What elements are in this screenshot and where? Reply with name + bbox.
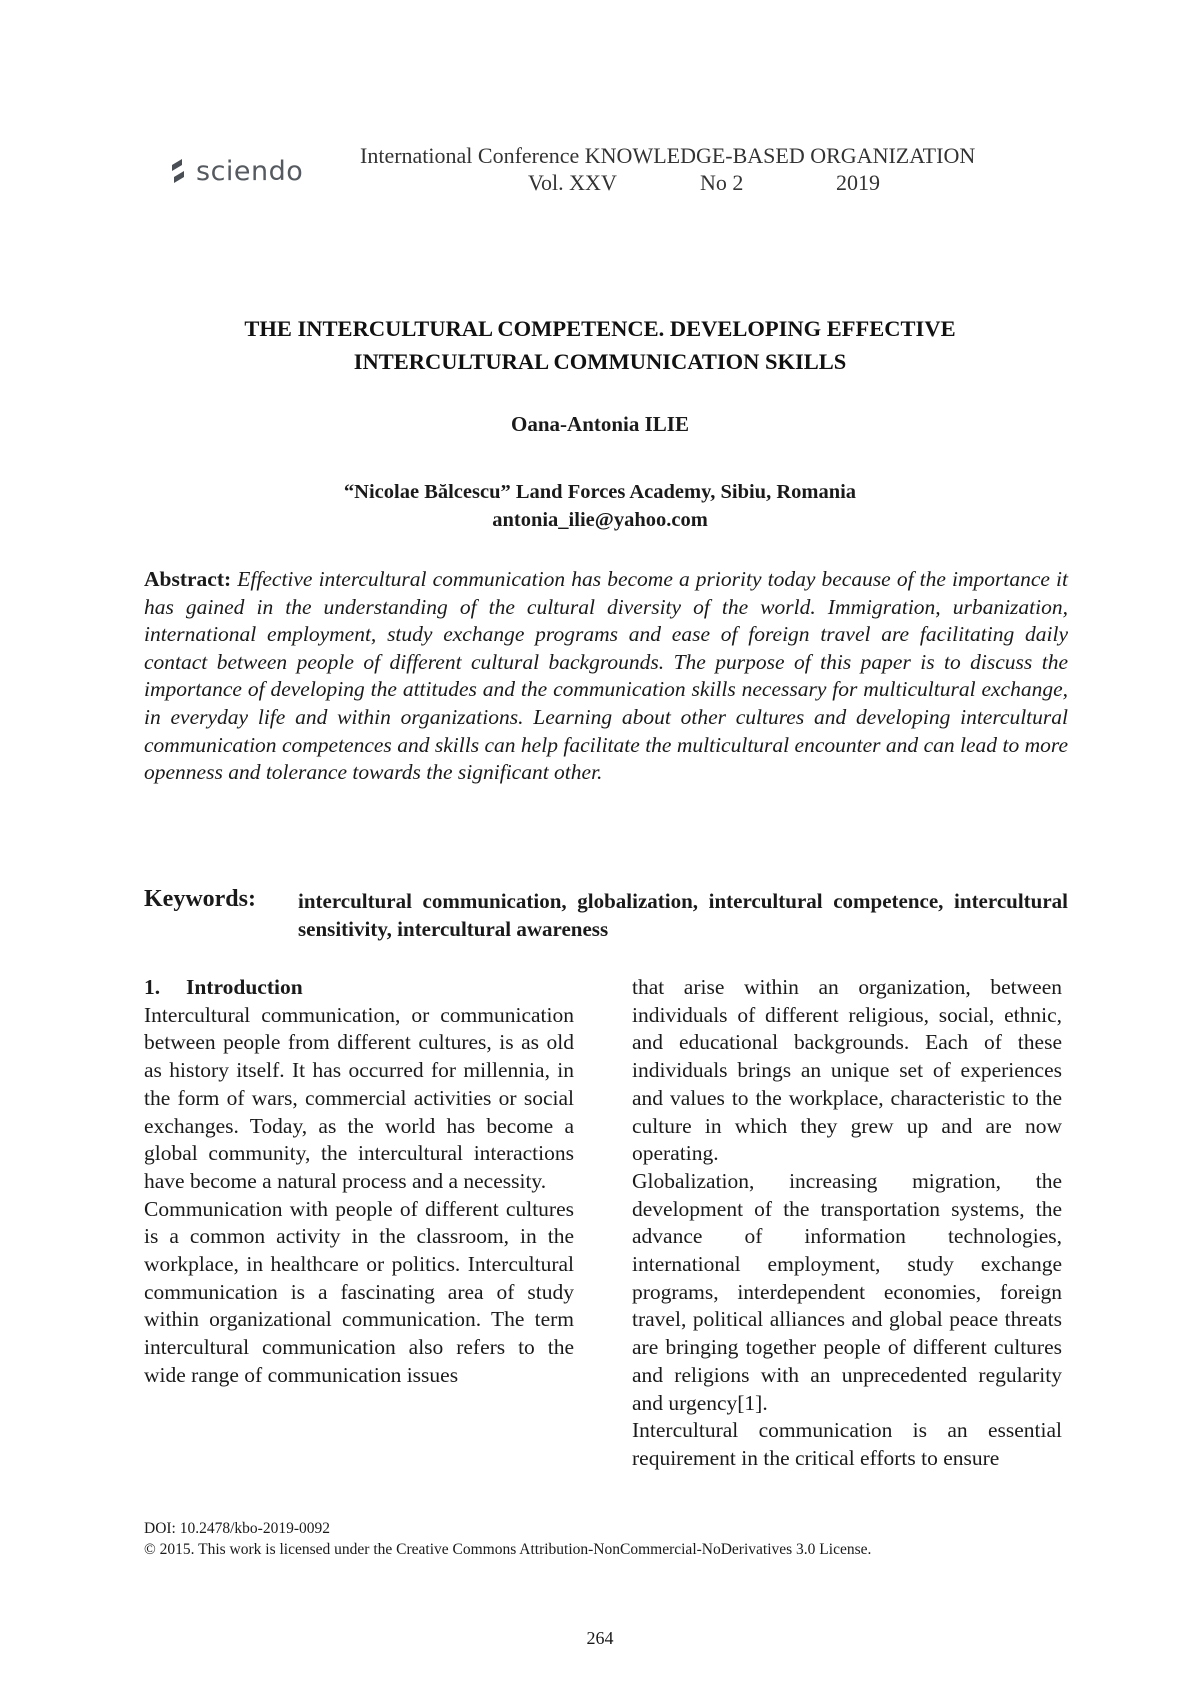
abstract-text: Effective intercultural communication has become a priority today because of the importance it has gained in the understanding of the cultural diversity of the world. Immigration, urbanization, international employment, study exchange programs and ease of foreign travel are facilitating daily contact between people of different cultural backgrounds. The purpose of this paper is to discuss the importance of developing the attitudes and the communication skills necessary for multicultural exchange, in everyday life and within organizations. Learning about other cultures and developing intercultural communication competences and skills can help facilitate the multicultural encounter and can lead to more openness and tolerance towards the significant other.: [144, 567, 1068, 785]
paragraph: Globalization, increasing migration, the development of the transportation systems, the advance of information technologies, international employment, study exchange programs, interdependent economies, foreign travel, political alliances and global peace threats are bringing together people of different cultures and religions with an unprecedented regularity and urgency[1].: [632, 1168, 1062, 1415]
section-number: 1.: [144, 975, 161, 999]
sciendo-logo: [166, 154, 303, 188]
section-heading: [144, 974, 574, 1002]
affiliation: “Nicolae Bălcescu” Land Forces Academy, Sibiu, Romania: [343, 481, 857, 503]
page-number: 264: [586, 1628, 614, 1648]
issue-number: No 2: [700, 170, 744, 195]
footer-notes: [144, 1518, 871, 1560]
paragraph: that arise within an organization, between individuals of different religious, social, ethnic, and educational backgrounds. Each of these individuals brings an unique set of experiences and values to the workplace, characteristic to the culture in which they grew up and are now operating.: [632, 975, 1062, 1166]
license: © 2015. This work is licensed under the Creative Commons Attribution-NonCommercial-NoDerivatives 3.0 License.: [144, 1541, 872, 1558]
paragraph: Intercultural communication, or communication between people from different cultures, is as old as history itself. It has occurred for millennia, in the form of wars, commercial activities or social exchanges. Today, as the world has become a global community, the intercultural interactions have become a natural process and a necessity.: [144, 1002, 574, 1193]
abstract-label: Abstract:: [144, 567, 232, 591]
doi: DOI: 10.2478/kbo-2019-0092: [144, 1520, 330, 1537]
conference-name: International Conference KNOWLEDGE-BASED ORGANIZATION: [360, 143, 976, 168]
abstract: [144, 566, 1068, 787]
paragraph: Intercultural communication is an essential requirement in the critical efforts to ensure: [632, 1418, 1062, 1470]
author-name: Oana-Antonia ILIE: [511, 412, 689, 436]
section-title: Introduction: [186, 975, 303, 999]
title-line-2: INTERCULTURAL COMMUNICATION SKILLS: [353, 349, 847, 374]
affiliation-block: [130, 478, 1070, 534]
paper-title: [130, 312, 1070, 378]
logo-text: sciendo: [196, 155, 304, 187]
paragraph: Communication with people of different cultures is a common activity in the classroom, in the workplace, in healthcare or politics. Intercultural communication is a fascinating area of study within organizational communication. The term intercultural communication also refers to the wide range of communication issues: [144, 1196, 574, 1387]
left-column: [144, 974, 574, 1390]
conference-header: [360, 142, 1060, 196]
right-column: [632, 974, 1062, 1473]
sciendo-logo-icon: [166, 156, 190, 186]
author-email: antonia_ilie@yahoo.com: [492, 509, 708, 531]
volume: Vol. XXV: [528, 170, 617, 195]
issue-info: [360, 169, 1060, 196]
keywords-label: Keywords:: [144, 886, 256, 912]
keywords-text: intercultural communication, globalization, intercultural competence, intercultural sensitivity, intercultural awareness: [298, 889, 1068, 941]
year: 2019: [836, 170, 880, 195]
title-line-1: THE INTERCULTURAL COMPETENCE. DEVELOPING EFFECTIVE: [244, 316, 956, 341]
